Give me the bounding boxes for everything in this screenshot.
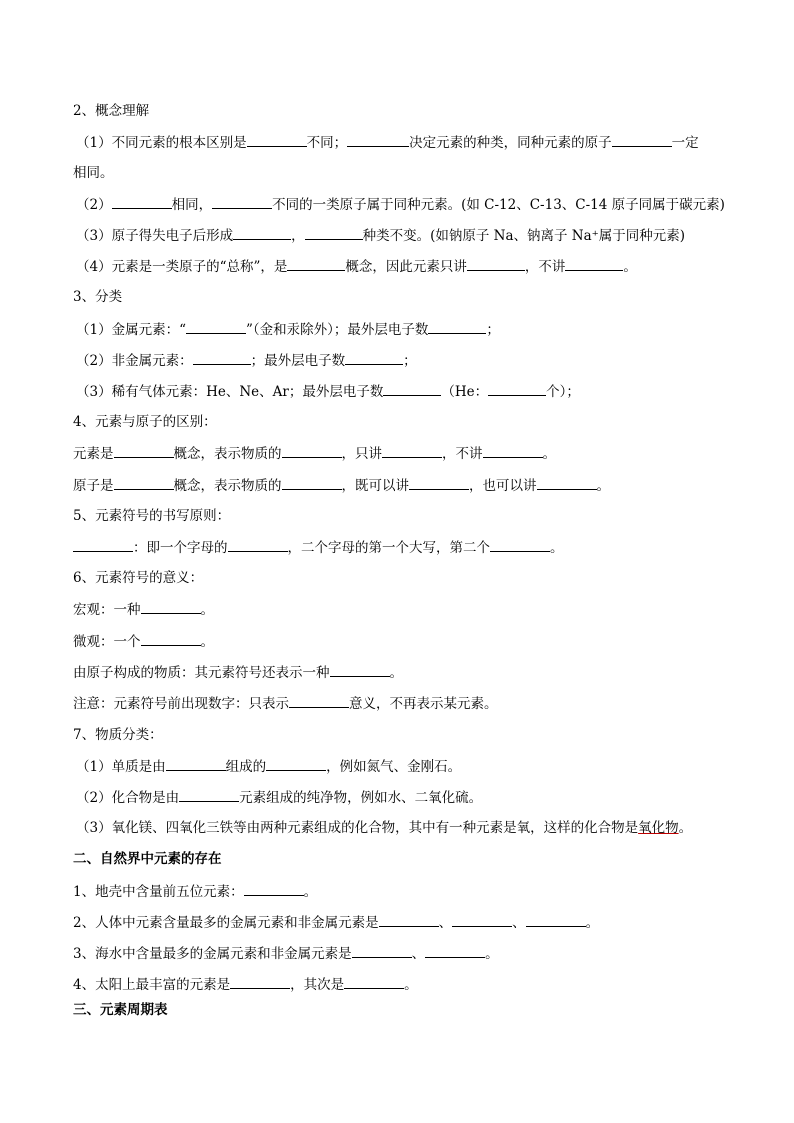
concept-4-text: （4）元素是一类原子的“总称”，是: [76, 259, 288, 275]
answer-blank[interactable]: [287, 257, 345, 271]
meaning-macro: [73, 600, 214, 619]
nature-item-4: [73, 975, 418, 994]
substance-text: 。: [678, 820, 693, 836]
substance-text: 元素组成的纯净物，例如水、二氧化硫。: [239, 790, 483, 806]
section-3-title: 3、分类: [73, 289, 123, 305]
answer-blank[interactable]: [114, 444, 174, 458]
answer-blank[interactable]: [490, 538, 550, 552]
answer-blank[interactable]: [488, 382, 546, 396]
symbol-rule-text: ：即一个字母的: [133, 540, 228, 556]
substance-item-2: [76, 788, 482, 807]
answer-blank[interactable]: [612, 133, 672, 147]
atom-def-text: ，既可以讲: [341, 478, 409, 494]
concept-1-text: 相同。: [73, 165, 114, 181]
answer-blank[interactable]: [233, 226, 291, 240]
oxide-term: 氧化物: [638, 820, 679, 836]
answer-blank[interactable]: [166, 757, 226, 771]
answer-blank[interactable]: [347, 133, 409, 147]
class-2-text: ；最外层电子数: [250, 353, 346, 369]
nature-text: 。: [404, 977, 418, 993]
class-item-3: [76, 382, 580, 401]
concept-3-text: （3）原子得失电子后形成: [76, 228, 234, 244]
meaning-note: [73, 694, 498, 713]
element-def-text: 元素是: [73, 446, 114, 462]
answer-blank[interactable]: [409, 476, 469, 490]
element-def-text: 。: [542, 446, 556, 462]
answer-blank[interactable]: [382, 444, 442, 458]
concept-4-text: 。: [623, 259, 637, 275]
nature-item-2: [73, 913, 599, 932]
concept-2-text: 不同的一类原子属于同种元素。(如 C-12、C-13、C-14 原子同属于碳元素): [272, 197, 725, 213]
answer-blank[interactable]: [282, 476, 342, 490]
meaning-text: 。: [200, 602, 214, 618]
section-3-heading: [73, 288, 122, 306]
concept-1-text: 决定元素的种类，同种元素的原子: [409, 135, 612, 151]
answer-blank[interactable]: [141, 600, 201, 614]
nature-text: ，其次是: [290, 977, 345, 993]
answer-blank[interactable]: [467, 257, 525, 271]
atom-definition: [73, 476, 610, 495]
element-def-text: 概念，表示物质的: [173, 446, 282, 462]
answer-blank[interactable]: [345, 351, 403, 365]
nature-text: 、: [411, 946, 426, 962]
class-3-text: （He：: [441, 384, 489, 400]
concept-item-1: [76, 133, 699, 152]
meaning-text: 。: [200, 634, 214, 650]
answer-blank[interactable]: [212, 195, 272, 209]
answer-blank[interactable]: [186, 320, 246, 334]
nature-item-3: [73, 944, 499, 963]
nature-text: 、: [512, 915, 526, 931]
answer-blank[interactable]: [228, 538, 288, 552]
section-7-heading: [73, 726, 163, 744]
atom-def-text: ，也可以讲: [469, 478, 537, 494]
chapter-2-heading: [73, 850, 222, 868]
meaning-text: 微观：一个: [73, 634, 141, 650]
concept-2-text: 相同，: [171, 197, 213, 213]
concept-item-4: [76, 257, 637, 276]
nature-text: 4、太阳上最丰富的元素是: [73, 977, 231, 993]
chapter-3-heading: [73, 1001, 168, 1019]
class-item-1: [76, 320, 500, 339]
concept-1-text: （1）不同元素的根本区别是: [76, 135, 247, 151]
meaning-atomic-substance: [73, 663, 403, 682]
class-item-2: [76, 351, 417, 370]
concept-2-text: （2）: [76, 197, 112, 213]
answer-blank[interactable]: [244, 882, 304, 896]
nature-text: 。: [585, 915, 600, 931]
answer-blank[interactable]: [114, 476, 174, 490]
answer-blank[interactable]: [483, 444, 543, 458]
answer-blank[interactable]: [379, 913, 439, 927]
answer-blank[interactable]: [289, 694, 349, 708]
chapter-2-title: 二、自然界中元素的存在: [73, 851, 222, 867]
concept-1-text: 不同；: [306, 135, 348, 151]
concept-3-text: ，: [291, 228, 305, 244]
nature-text: 、: [438, 915, 453, 931]
substance-text: （2）化合物是由: [76, 790, 180, 806]
element-def-text: ，只讲: [341, 446, 382, 462]
section-2-heading: [73, 102, 149, 120]
symbol-rule-text: 。: [550, 540, 564, 556]
section-7-title: 7、物质分类：: [73, 727, 163, 743]
class-1-text: ”（金和汞除外）；最外层电子数: [246, 322, 429, 338]
substance-text: （3）氧化镁、四氧化三铁等由两种元素组成的化合物，其中有一种元素是氧，这样的化合物是: [76, 820, 639, 836]
answer-blank[interactable]: [282, 444, 342, 458]
chapter-3-title: 三、元素周期表: [73, 1002, 168, 1018]
answer-blank[interactable]: [537, 476, 597, 490]
answer-blank[interactable]: [428, 320, 486, 334]
answer-blank[interactable]: [112, 195, 172, 209]
answer-blank[interactable]: [352, 944, 412, 958]
concept-item-2: [76, 195, 725, 214]
class-3-text: （3）稀有气体元素：He、Ne、Ar；最外层电子数: [76, 384, 384, 400]
answer-blank[interactable]: [526, 913, 586, 927]
concept-4-text: ，不讲: [524, 259, 566, 275]
section-6-title: 6、元素符号的意义：: [73, 570, 204, 586]
nature-item-1: [73, 882, 317, 901]
class-1-text: （1）金属元素：“: [76, 322, 186, 338]
answer-blank[interactable]: [247, 133, 307, 147]
substance-text: ，例如氮气、金刚石。: [326, 759, 462, 775]
concept-4-text: 概念，因此元素只讲: [345, 259, 467, 275]
nature-text: 2、人体中元素含量最多的金属元素和非金属元素是: [73, 915, 379, 931]
atom-def-text: 概念，表示物质的: [173, 478, 282, 494]
nature-text: 1、地壳中含量前五位元素：: [73, 884, 244, 900]
substance-item-1: [76, 757, 461, 776]
answer-blank[interactable]: [565, 257, 623, 271]
meaning-text: 宏观：一种: [73, 602, 141, 618]
answer-blank[interactable]: [179, 788, 239, 802]
meaning-text: 由原子构成的物质：其元素符号还表示一种: [73, 665, 330, 681]
section-4-heading: [73, 413, 217, 431]
class-2-text: ；: [403, 353, 417, 369]
symbol-rule: [73, 538, 564, 557]
section-5-title: 5、元素符号的书写原则：: [73, 508, 231, 524]
answer-blank[interactable]: [383, 382, 441, 396]
answer-blank[interactable]: [73, 538, 133, 552]
substance-text: 组成的: [225, 759, 267, 775]
section-5-heading: [73, 507, 230, 525]
nature-text: 。: [485, 946, 499, 962]
answer-blank[interactable]: [344, 975, 404, 989]
concept-3-text: 种类不变。(如钠原子 Na、钠离子 Na⁺属于同种元素): [362, 228, 686, 244]
nature-text: 3、海水中含量最多的金属元素和非金属元素是: [73, 946, 352, 962]
answer-blank[interactable]: [141, 632, 201, 646]
section-2-title: 2、概念理解: [73, 103, 150, 119]
meaning-text: 注意：元素符号前出现数字：只表示: [73, 696, 289, 712]
answer-blank[interactable]: [193, 351, 251, 365]
class-3-text: 个）；: [546, 384, 580, 400]
section-6-heading: [73, 569, 203, 587]
answer-blank[interactable]: [425, 944, 485, 958]
answer-blank[interactable]: [230, 975, 290, 989]
symbol-rule-text: ，二个字母的第一个大写，第二个: [287, 540, 490, 556]
answer-blank[interactable]: [266, 757, 326, 771]
answer-blank[interactable]: [305, 226, 363, 240]
section-4-title: 4、元素与原子的区别：: [73, 414, 217, 430]
class-2-text: （2）非金属元素：: [76, 353, 193, 369]
concept-1-text: 一定: [671, 135, 699, 151]
answer-blank[interactable]: [452, 913, 512, 927]
concept-item-3: [76, 226, 685, 245]
answer-blank[interactable]: [330, 663, 390, 677]
element-def-text: ，不讲: [442, 446, 483, 462]
substance-text: （1）单质是由: [76, 759, 166, 775]
meaning-micro: [73, 632, 214, 651]
substance-item-3: [76, 819, 692, 837]
meaning-text: 意义，不再表示某元素。: [349, 696, 498, 712]
concept-item-1-cont: [73, 164, 114, 182]
nature-text: 。: [303, 884, 318, 900]
meaning-text: 。: [389, 665, 403, 681]
atom-def-text: 原子是: [73, 478, 114, 494]
atom-def-text: 。: [596, 478, 610, 494]
element-definition: [73, 444, 556, 463]
class-1-text: ；: [486, 322, 500, 338]
